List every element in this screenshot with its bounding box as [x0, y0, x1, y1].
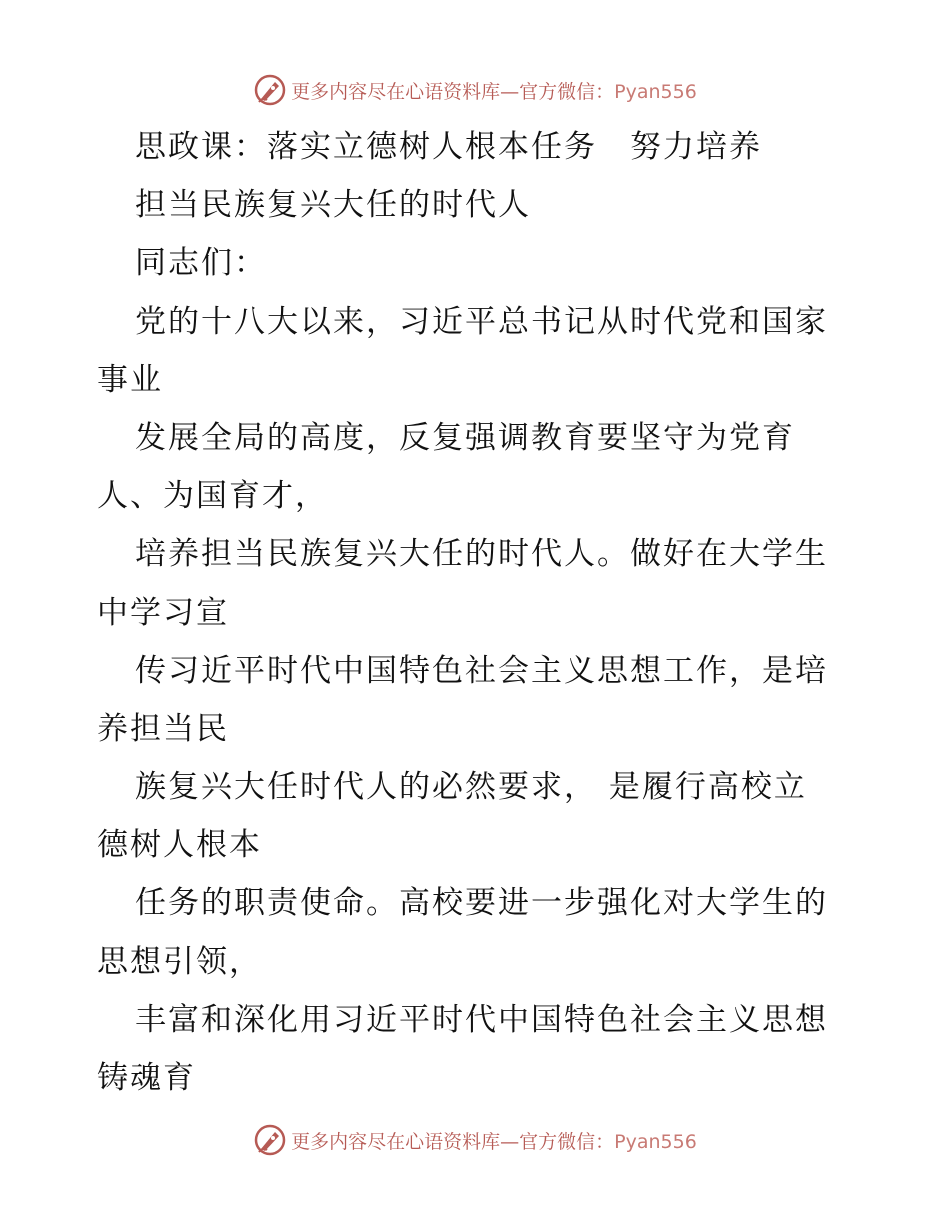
document-line: 德树人根本 [97, 827, 262, 864]
document-line: 任务的职责使命。高校要进一步强化对大学生的 [135, 885, 828, 922]
pen-nib-logo-icon [253, 1123, 287, 1157]
document-line: 思想引领， [97, 943, 262, 980]
watermark-text [291, 77, 697, 104]
watermark-handle: Pyan556 [614, 80, 697, 103]
watermark-label: 更多内容尽在心语资料库—官方微信： [291, 1130, 615, 1153]
document-line: 传习近平时代中国特色社会主义思想工作，是培 [135, 652, 828, 689]
footer-watermark-banner [0, 1120, 950, 1160]
document-line: 担当民族复兴大任的时代人 [135, 187, 531, 224]
document-line: 族复兴大任时代人的必然要求， 是履行高校立 [135, 769, 807, 806]
pen-nib-logo-icon [253, 73, 287, 107]
document-line: 思政课：落实立德树人根本任务 努力培养 [135, 129, 762, 165]
watermark-label: 更多内容尽在心语资料库—官方微信： [291, 80, 615, 103]
document-line: 培养担当民族复兴大任的时代人。做好在大学生 [135, 536, 828, 573]
watermark-handle: Pyan556 [614, 1130, 697, 1153]
document-line: 事业 [97, 361, 163, 398]
document-line: 同志们： [135, 245, 267, 282]
document-line: 人、为国育才， [97, 478, 328, 515]
document-line: 养担当民 [97, 710, 229, 747]
document-line: 铸魂育 [97, 1060, 196, 1096]
watermark-text [291, 1127, 697, 1154]
document-body [97, 118, 857, 1107]
document-line: 丰富和深化用习近平时代中国特色社会主义思想 [135, 1001, 828, 1038]
document-line: 党的十八大以来，习近平总书记从时代党和国家 [135, 303, 828, 340]
document-line: 发展全局的高度，反复强调教育要坚守为党育 [135, 419, 795, 456]
header-watermark-banner [0, 70, 950, 110]
document-line: 中学习宣 [97, 594, 229, 631]
